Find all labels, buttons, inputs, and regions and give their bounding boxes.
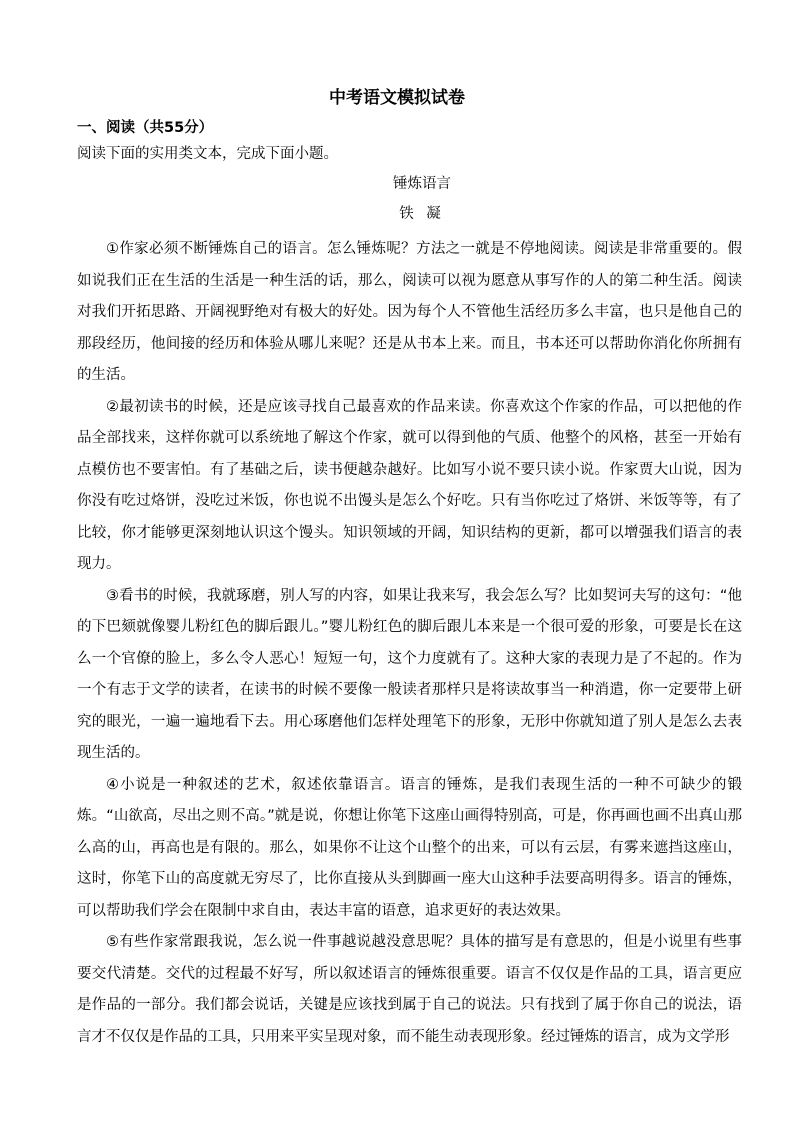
article-paragraph-1: ①作家必须不断锤炼自己的语言。怎么锤炼呢？方法之一就是不停地阅读。阅读是非常重要的。假如说我们正在生活的生活是一种生活的话，那么，阅读可以视为愿意从事写作的人的第二种生活。阅读对我们开拓思路、开阔视野绝对有极大的好处。因为每个人不管他生活经历多么丰富，也只是他自己的那段经历，他间接的经历和体验从哪儿来呢？还是从书本上来。而且，书本还可以帮助你消化你所拥有的生活。 [77,241,742,383]
reading-instruction: 阅读下面的实用类文本，完成下面小题。 [77,146,338,162]
article-paragraph-4: ④小说是一种叙述的艺术，叙述依靠语言。语言的锤炼，是我们表现生活的一种不可缺少的锻炼。“山欲高，尽出之则不高。”就是说，你想让你笔下这座山画得特别高，可是，你再画也画不出真山那么高的山，再高也是有限的。那么，如果你不让这个山整个的出来，可以有云层，有雾来遮挡这座山，这时，你笔下山的高度就无穷尽了，比你直接从头到脚画一座大山这种手法要高明得多。语言的锤炼，可以帮助我们学会在限制中求自由，表达丰富的语意，追求更好的表达效果。 [77,776,742,919]
article-paragraph-3: ③看书的时候，我就琢磨，别人写的内容，如果让我来写，我会怎么写？比如契诃夫写的这句：“他的下巴颏就像婴儿粉红色的脚后跟儿。”婴儿粉红色的脚后跟儿本来是一个很可爱的形象，可要是长在这么一个官僚的脸上，多么令人恶心！短短一句，这个力度就有了。这种大家的表现力是了不起的。作为一个有志于文学的读者，在读书的时候不要像一般读者那样只是将读故事当一种消遣，你一定要带上研究的眼光，一遍一遍地看下去。用心琢磨他们怎样处理笔下的形象，无形中你就知道了别人是怎么去表现生活的。 [77,587,742,761]
article-title: 锤炼语言 [393,176,451,192]
article-paragraph-5: ⑤有些作家常跟我说，怎么说一件事越说越没意思呢？具体的描写是有意思的，但是小说里有些事要交代清楚。交代的过程最不好写，所以叙述语言的锤炼很重要。语言不仅仅是作品的工具，语言更应是作品的一部分。我们都会说话，关键是应该找到属于自己的说法。只有找到了属于你自己的说法，语言才不仅仅是作品的工具，只用来平实呈现对象，而不能生动表现形象。经过锤炼的语言，成为文学形 [77,934,742,1045]
article-author: 铁 凝 [399,206,445,222]
article-body [77,234,742,1053]
page-title: 中考语文模拟试卷 [329,88,465,108]
article-paragraph-2: ②最初读书的时候，还是应该寻找自己最喜欢的作品来读。你喜欢这个作家的作品，可以把他的作品全部找来，这样你就可以系统地了解这个作家，就可以得到他的气质、他整个的风格，甚至一开始有点模仿也不要害怕。有了基础之后，读书便越杂越好。比如写小说不要只读小说。作家贾大山说，因为你没有吃过烙饼，没吃过米饭，你也说不出馒头是怎么个好吃。只有当你吃过了烙饼、米饭等等，有了比较，你才能够更深刻地认识这个馒头。知识领域的开阔，知识结构的更新，都可以增强我们语言的表现力。 [77,398,742,572]
section-heading: 一、阅读（共55分） [77,120,214,136]
